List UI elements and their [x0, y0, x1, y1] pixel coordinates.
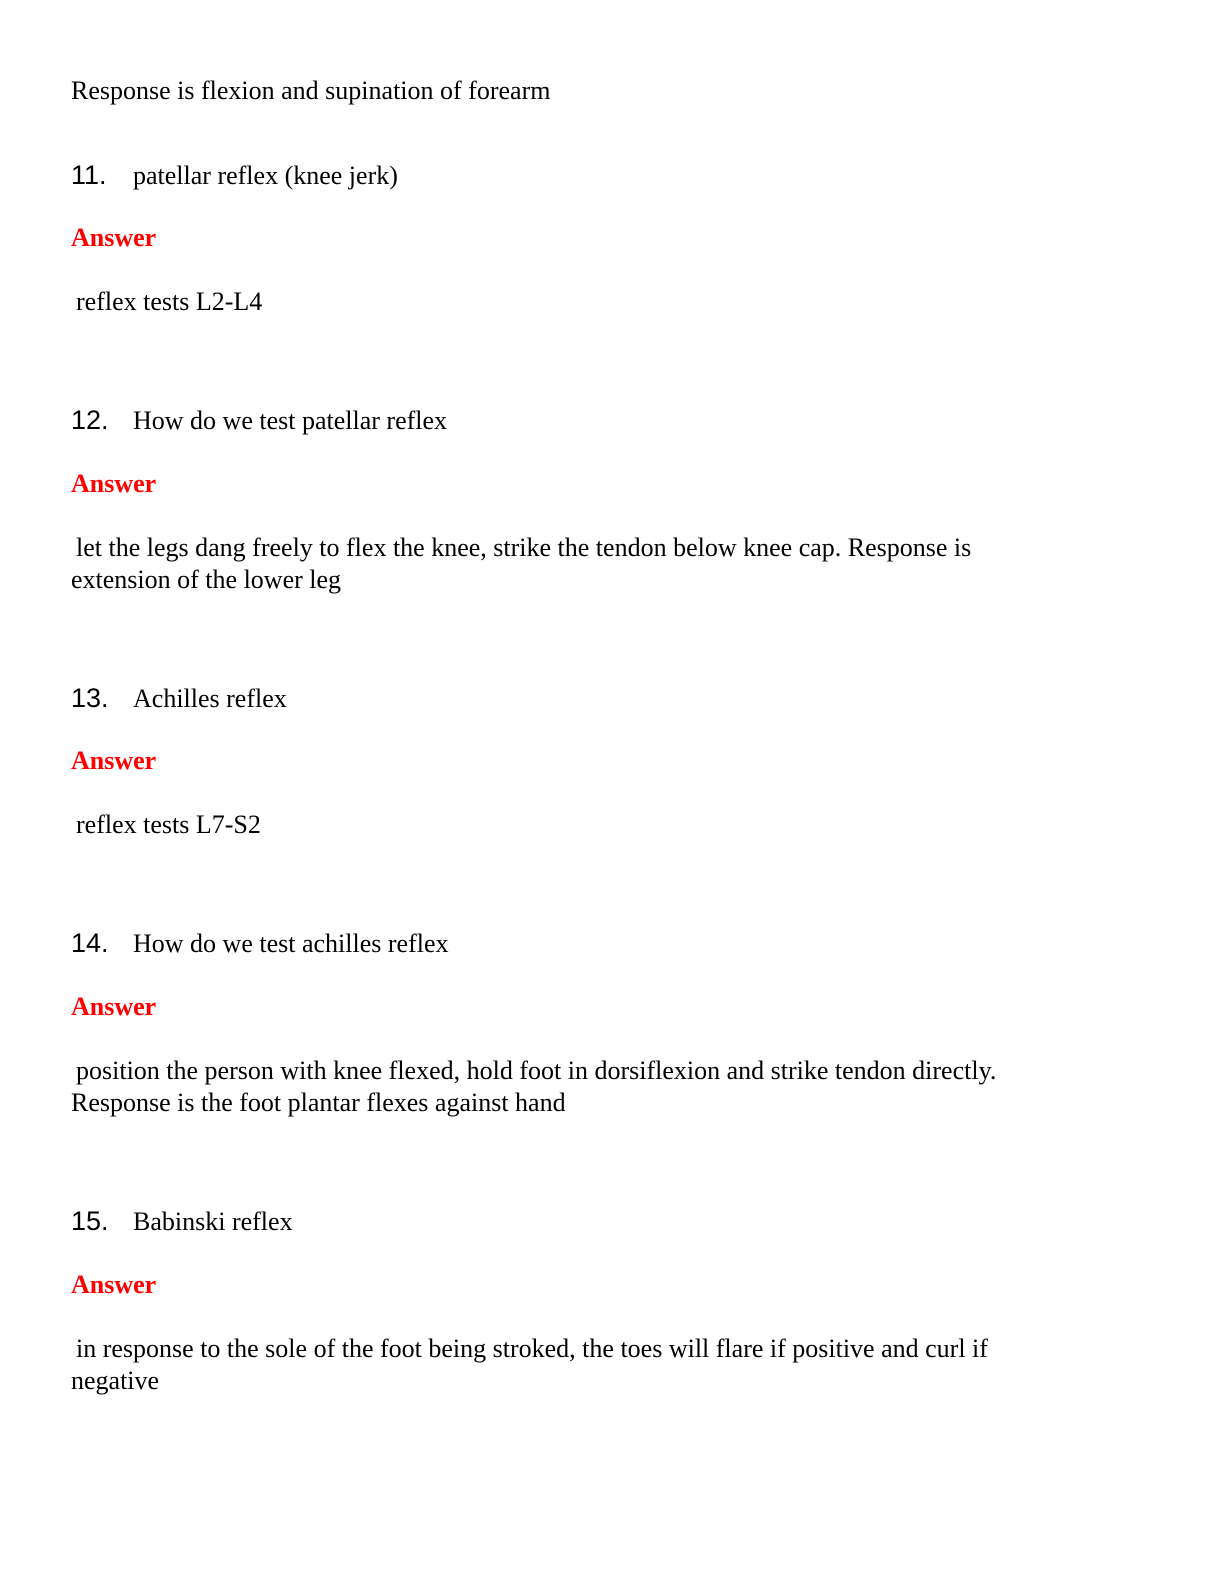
answer-text-continued: extension of the lower leg — [71, 565, 342, 594]
answer-text: reflex tests L7-S2 — [76, 810, 261, 839]
answer-text: let the legs dang freely to flex the knee, strike the tendon below knee cap. Response is — [76, 533, 972, 562]
question-number: 13. — [71, 683, 109, 713]
question-number: 11. — [71, 160, 107, 190]
question-text: Achilles reflex — [133, 684, 287, 713]
answer-text: reflex tests L2-L4 — [76, 287, 263, 316]
question-text: How do we test patellar reflex — [133, 406, 448, 435]
intro-text: Response is flexion and supination of forearm — [71, 76, 551, 105]
question-text: patellar reflex (knee jerk) — [133, 161, 398, 190]
answer-text-continued: negative — [71, 1366, 160, 1395]
answer-label: Answer — [71, 746, 157, 775]
answer-label: Answer — [71, 992, 157, 1021]
question-text: How do we test achilles reflex — [133, 929, 449, 958]
question-number: 12. — [71, 405, 109, 435]
answer-text-continued: Response is the foot plantar flexes against hand — [71, 1088, 566, 1117]
answer-label: Answer — [71, 1270, 157, 1299]
answer-text: in response to the sole of the foot being stroked, the toes will flare if positive and curl if — [76, 1334, 988, 1363]
question-number: 15. — [71, 1206, 109, 1236]
question-text: Babinski reflex — [133, 1207, 293, 1236]
question-14 — [71, 927, 449, 960]
question-12 — [71, 404, 447, 437]
answer-label: Answer — [71, 469, 157, 498]
question-11 — [71, 159, 398, 192]
question-13 — [71, 682, 287, 715]
answer-text: position the person with knee flexed, hold foot in dorsiflexion and strike tendon directly. — [76, 1056, 997, 1085]
question-number: 14. — [71, 928, 109, 958]
question-15 — [71, 1205, 293, 1238]
answer-label: Answer — [71, 223, 157, 252]
